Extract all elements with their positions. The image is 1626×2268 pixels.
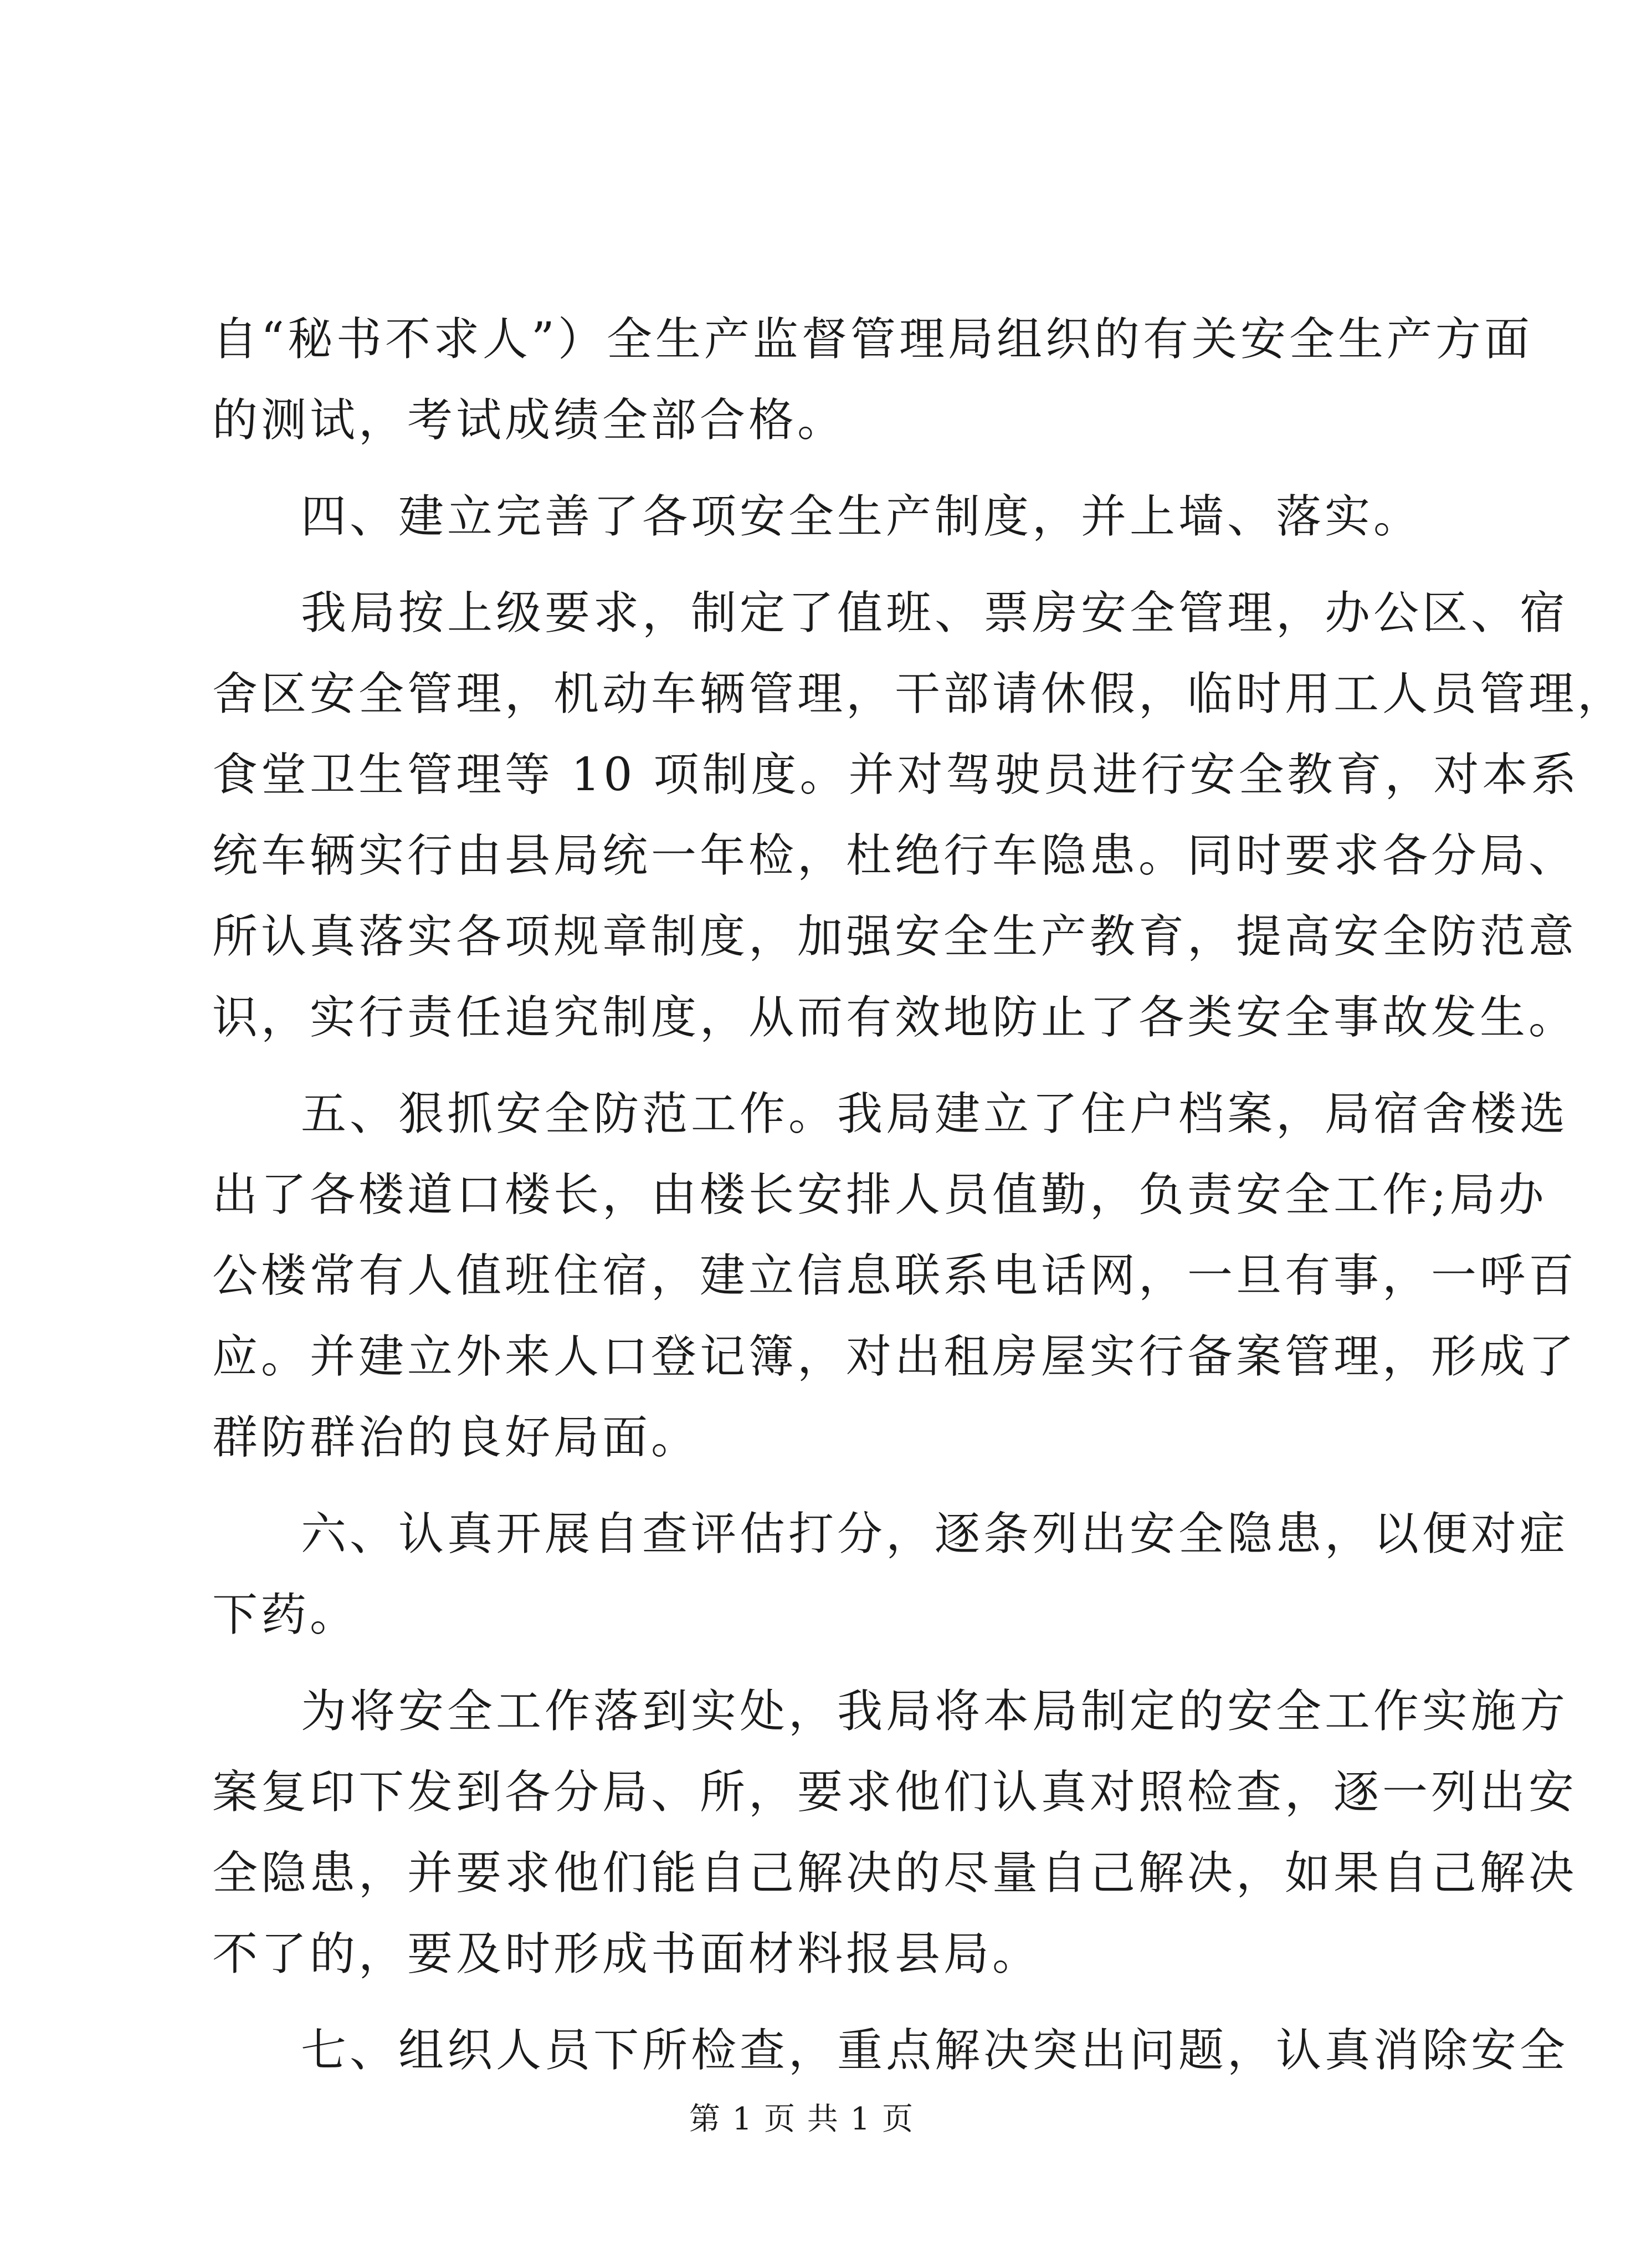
paragraph-3-line-1: 我局按上级要求，制定了值班、票房安全管理，办公区、宿 xyxy=(301,587,1569,639)
section-heading-6-line-1: 六、认真开展自查评估打分，逐条列出安全隐患，以便对症 xyxy=(301,1508,1569,1560)
paragraph-4-line-2: 出了各楼道口楼长，由楼长安排人员值勤，负责安全工作;局办 xyxy=(212,1169,1547,1221)
paragraph-3-line-3: 食堂卫生管理等 10 项制度。并对驾驶员进行安全教育，对本系 xyxy=(212,749,1580,801)
paragraph-4-line-5: 群防群治的良好局面。 xyxy=(212,1411,700,1464)
paragraph-6-line-4: 不了的，要及时形成书面材料报县局。 xyxy=(212,1928,1042,1980)
paragraph-3-line-6: 识，实行责任追究制度，从而有效地防止了各类安全事故发生。 xyxy=(212,991,1578,1044)
paragraph-1-line-1: 自“秘书不求人”）全生产监督管理局组织的有关安全生产方面 xyxy=(212,313,1533,366)
paragraph-3-line-5: 所认真落实各项规章制度，加强安全生产教育，提高安全防范意 xyxy=(212,910,1578,963)
paragraph-4-line-4: 应。并建立外来人口登记簿，对出租房屋实行备案管理，形成了 xyxy=(212,1330,1578,1383)
paragraph-6-line-3: 全隐患，并要求他们能自己解决的尽量自己解决，如果自己解决 xyxy=(212,1847,1578,1900)
section-heading-7: 七、组织人员下所检查，重点解决突出问题，认真消除安全 xyxy=(301,2024,1569,2077)
paragraph-6-line-2: 案复印下发到各分局、所，要求他们认真对照检查，逐一列出安 xyxy=(212,1766,1578,1819)
paragraph-3-line-4: 统车辆实行由县局统一年检，杜绝行车隐患。同时要求各分局、 xyxy=(212,830,1578,882)
section-heading-6-line-2: 下药。 xyxy=(212,1589,359,1641)
paragraph-3-line-2: 舍区安全管理，机动车辆管理，干部请休假，临时用工人员管理， xyxy=(212,668,1626,720)
paragraph-4-line-3: 公楼常有人值班住宿，建立信息联系电话网，一旦有事，一呼百 xyxy=(212,1250,1578,1302)
document-body xyxy=(212,299,1626,2091)
paragraph-1-line-2: 的测试，考试成绩全部合格。 xyxy=(212,394,847,447)
page-footer: 第 1 页 共 1 页 xyxy=(689,2101,915,2137)
paragraph-4-line-1: 五、狠抓安全防范工作。我局建立了住户档案，局宿舍楼选 xyxy=(301,1088,1569,1140)
section-heading-4: 四、建立完善了各项安全生产制度，并上墙、落实。 xyxy=(301,490,1423,543)
paragraph-6-line-1: 为将安全工作落到实处，我局将本局制定的安全工作实施方 xyxy=(301,1685,1569,1738)
